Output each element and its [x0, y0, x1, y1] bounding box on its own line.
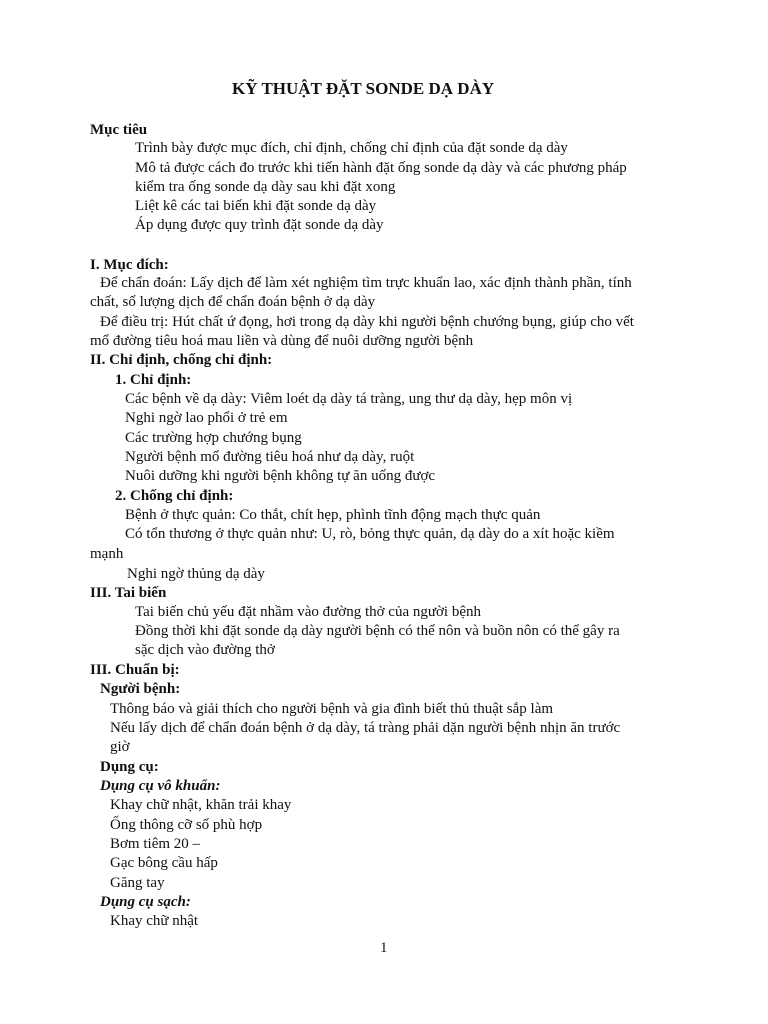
complication-line: Đồng thời khi đặt sonde dạ dày người bệnh có thể nôn và buồn nôn có thể gây ra	[135, 623, 620, 639]
sterile-tool-item: Gạc bông cầu hấp	[110, 855, 218, 871]
purpose-heading: I. Mục đích:	[90, 257, 169, 273]
sterile-tool-item: Bơm tiêm 20 –	[110, 836, 201, 852]
purpose-line: Để chẩn đoán: Lấy dịch để làm xét nghiệm tìm trực khuẩn lao, xác định thành phần, tính	[100, 275, 632, 291]
indication-item: Các bệnh về dạ dày: Viêm loét dạ dày tá tràng, ung thư dạ dày, hẹp môn vị	[125, 391, 573, 407]
sterile-tool-item: Găng tay	[110, 875, 165, 891]
indications-heading: II. Chỉ định, chống chỉ định:	[90, 352, 273, 368]
patient-heading: Người bệnh:	[100, 681, 181, 697]
indication-item: Nghi ngờ lao phổi ở trẻ em	[125, 410, 288, 426]
sterile-tool-item: Ống thông cỡ số phù hợp	[110, 817, 263, 833]
contraindication-subheading: 2. Chống chỉ định:	[115, 488, 234, 504]
contraindication-item: Bệnh ở thực quản: Co thắt, chít hẹp, phình tĩnh động mạch thực quản	[125, 507, 541, 523]
sterile-tools-heading: Dụng cụ vô khuẩn:	[100, 778, 221, 794]
preparation-heading: III. Chuẩn bị:	[90, 662, 180, 678]
sterile-tool-item: Khay chữ nhật, khăn trải khay	[110, 797, 292, 813]
contraindication-item-continuation: mạnh	[90, 546, 124, 562]
objective-item: Áp dụng được quy trình đặt sonde dạ dày	[135, 217, 384, 233]
objectives-heading: Mục tiêu	[90, 122, 148, 138]
clean-tool-item: Khay chữ nhật	[110, 913, 199, 929]
indication-item: Các trường hợp chướng bụng	[125, 430, 302, 446]
patient-line-continuation: giờ	[110, 739, 130, 755]
purpose-line: Để điều trị: Hút chất ứ đọng, hơi trong dạ dày khi người bệnh chướng bụng, giúp cho vết	[100, 314, 634, 330]
patient-line: Thông báo và giải thích cho người bệnh và gia đình biết thủ thuật sắp làm	[110, 701, 554, 717]
objective-item: Mô tả được cách đo trước khi tiến hành đặt ống sonde dạ dày và các phương pháp	[135, 160, 627, 176]
purpose-line: mổ đường tiêu hoá mau liền và dùng để nuôi dưỡng người bệnh	[90, 333, 474, 349]
indication-item: Nuôi dưỡng khi người bệnh không tự ăn uống được	[125, 468, 436, 484]
document-title: KỸ THUẬT ĐẶT SONDE DẠ DÀY	[232, 79, 495, 98]
patient-line: Nếu lấy dịch để chẩn đoán bệnh ở dạ dày, tá tràng phải dặn người bệnh nhịn ăn trước	[110, 720, 621, 736]
indication-item: Người bệnh mổ đường tiêu hoá như dạ dày, ruột	[125, 449, 415, 465]
objective-item-continuation: kiểm tra ống sonde dạ dày sau khi đặt xong	[135, 179, 396, 195]
page-number: 1	[380, 940, 388, 956]
indication-subheading: 1. Chỉ định:	[115, 372, 192, 388]
complication-line: Tai biến chủ yếu đặt nhầm vào đường thở của người bệnh	[135, 604, 482, 620]
complication-line: sặc dịch vào đường thở	[135, 642, 275, 658]
contraindication-item: Nghi ngờ thủng dạ dày	[127, 566, 265, 582]
purpose-line: chất, số lượng dịch để chẩn đoán bệnh ở dạ dày	[90, 294, 376, 310]
objective-item: Liệt kê các tai biến khi đặt sonde dạ dày	[135, 198, 377, 214]
tools-heading: Dụng cụ:	[100, 759, 159, 775]
complications-heading: III. Tai biến	[90, 585, 167, 601]
objective-item: Trình bày được mục đích, chỉ định, chống chỉ định của đặt sonde dạ dày	[135, 140, 568, 156]
clean-tools-heading: Dụng cụ sạch:	[100, 894, 191, 910]
contraindication-item: Có tổn thương ở thực quản như: U, rò, bỏng thực quản, dạ dày do a xít hoặc kiềm	[125, 526, 615, 542]
